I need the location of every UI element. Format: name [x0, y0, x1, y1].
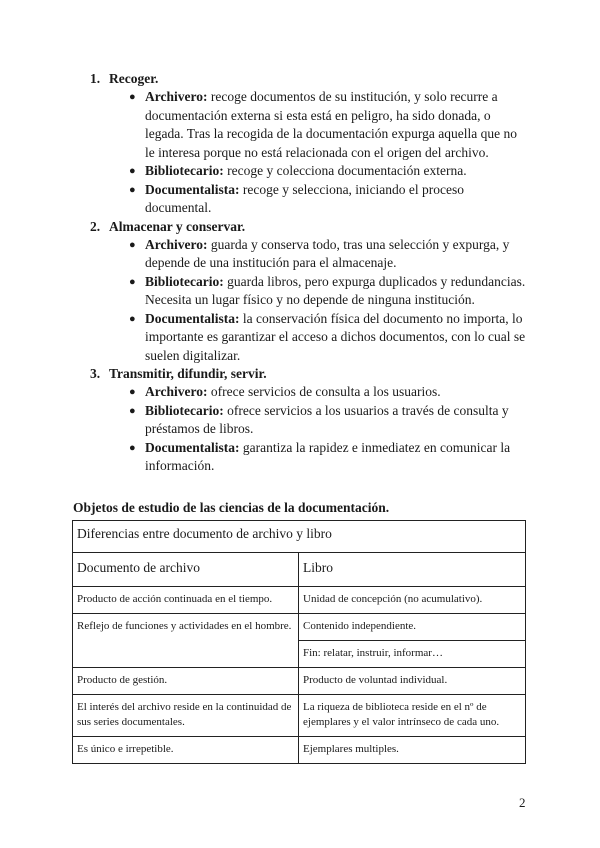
bullet-icon: ●	[129, 165, 136, 177]
item-term: Bibliotecario:	[145, 273, 224, 289]
item-term: Documentalista:	[145, 181, 240, 197]
item-term: Bibliotecario:	[145, 163, 224, 178]
objetos-heading: Objetos de estudio de las ciencias de la documentación.	[73, 500, 390, 515]
section-2-number: 2.	[90, 218, 101, 234]
item-text: la conservación física del documento no importa, lo importante es garantizar el acceso a dichos documentos, con lo cual se suelen digitalizar.	[145, 310, 526, 363]
item-text: ofrece servicios de consulta a los usuarios.	[207, 384, 441, 399]
section-3-title	[90, 365, 600, 383]
table-row	[73, 737, 526, 764]
item-text: recoge documentos de su institución, y solo recurre a documentación externa si esta está en peligro, ha sido donada, o legada. Tras la recogida de la documentación expurga aquella que no le interesa porque no está relacionada con el origen del archivo.	[145, 89, 517, 160]
item-term: Documentalista:	[145, 439, 240, 455]
list-item	[129, 402, 530, 439]
section-2-list	[0, 236, 600, 366]
list-item	[129, 236, 530, 273]
table-cell-left: Es único e irrepetible.	[73, 737, 299, 764]
section-2-heading: Almacenar y conservar.	[109, 218, 246, 234]
table-row	[73, 614, 526, 641]
list-item	[129, 181, 530, 218]
table-caption: Diferencias entre documento de archivo y libro	[73, 521, 526, 553]
section-1-number: 1.	[90, 71, 101, 86]
section-3-list	[0, 383, 600, 476]
table-cell-left: Producto de gestión.	[73, 668, 299, 695]
table-row	[73, 695, 526, 737]
list-item	[129, 273, 530, 310]
column-header-archivo: Documento de archivo	[73, 553, 299, 587]
table-cell-right: Unidad de concepción (no acumulativo).	[299, 587, 526, 614]
bullet-icon: ●	[129, 275, 136, 288]
table-header-row	[73, 553, 526, 587]
table-cell-right: Fin: relatar, instruir, informar…	[299, 641, 526, 668]
item-text: ofrece servicios a los usuarios a través de consulta y préstamos de libros.	[145, 402, 509, 436]
table-row	[73, 587, 526, 614]
table-cell-left: El interés del archivo reside en la continuidad de sus series documentales.	[73, 695, 299, 737]
item-term: Bibliotecario:	[145, 402, 224, 418]
table-cell-right: La riqueza de biblioteca reside en el nº de ejemplares y el valor intrínseco de cada uno.	[299, 695, 526, 737]
list-item	[129, 383, 530, 402]
section-3-number: 3.	[90, 366, 101, 381]
item-term: Archivero:	[145, 89, 208, 104]
bullet-icon: ●	[129, 312, 136, 325]
table-row	[73, 668, 526, 695]
table-cell-left: Reflejo de funciones y actividades en el hombre.	[73, 614, 299, 668]
section-2-title	[90, 218, 600, 236]
list-item	[129, 88, 530, 162]
content-sections	[0, 70, 600, 476]
bullet-icon: ●	[129, 404, 136, 417]
bullet-icon: ●	[129, 91, 136, 103]
table-cell-left: Producto de acción continuada en el tiempo.	[73, 587, 299, 614]
section-1-title	[90, 70, 600, 88]
differences-table	[72, 520, 526, 764]
bullet-icon: ●	[129, 386, 136, 398]
item-text: recoge y selecciona, iniciando el proceso documental.	[145, 181, 465, 215]
bullet-icon: ●	[129, 238, 136, 251]
section-1-list	[0, 88, 600, 218]
item-text: guarda y conserva todo, tras una selección y expurga, y depende de una institución para el almacenaje.	[145, 236, 510, 270]
list-item	[129, 162, 530, 181]
table-caption-row	[73, 521, 526, 553]
item-term: Archivero:	[145, 384, 208, 399]
section-3-heading: Transmitir, difundir, servir.	[109, 366, 267, 381]
page-number: 2	[519, 795, 526, 810]
list-item	[129, 439, 530, 476]
bullet-icon: ●	[129, 441, 136, 454]
table-cell-right: Producto de voluntad individual.	[299, 668, 526, 695]
bullet-icon: ●	[129, 183, 136, 196]
table-cell-right: Contenido independiente.	[299, 614, 526, 641]
item-text: guarda libros, pero expurga duplicados y redundancias. Necesita un lugar físico y no depende de ninguna institución.	[145, 273, 526, 307]
item-text: recoge y colecciona documentación externa.	[223, 163, 467, 178]
item-term: Archivero:	[145, 236, 208, 252]
section-1-heading: Recoger.	[109, 71, 159, 86]
list-item	[129, 310, 530, 366]
table-cell-right: Ejemplares multiples.	[299, 737, 526, 764]
item-term: Documentalista:	[145, 310, 240, 326]
column-header-libro: Libro	[299, 553, 526, 587]
item-text: garantiza la rapidez e inmediatez en comunicar la información.	[145, 439, 511, 473]
